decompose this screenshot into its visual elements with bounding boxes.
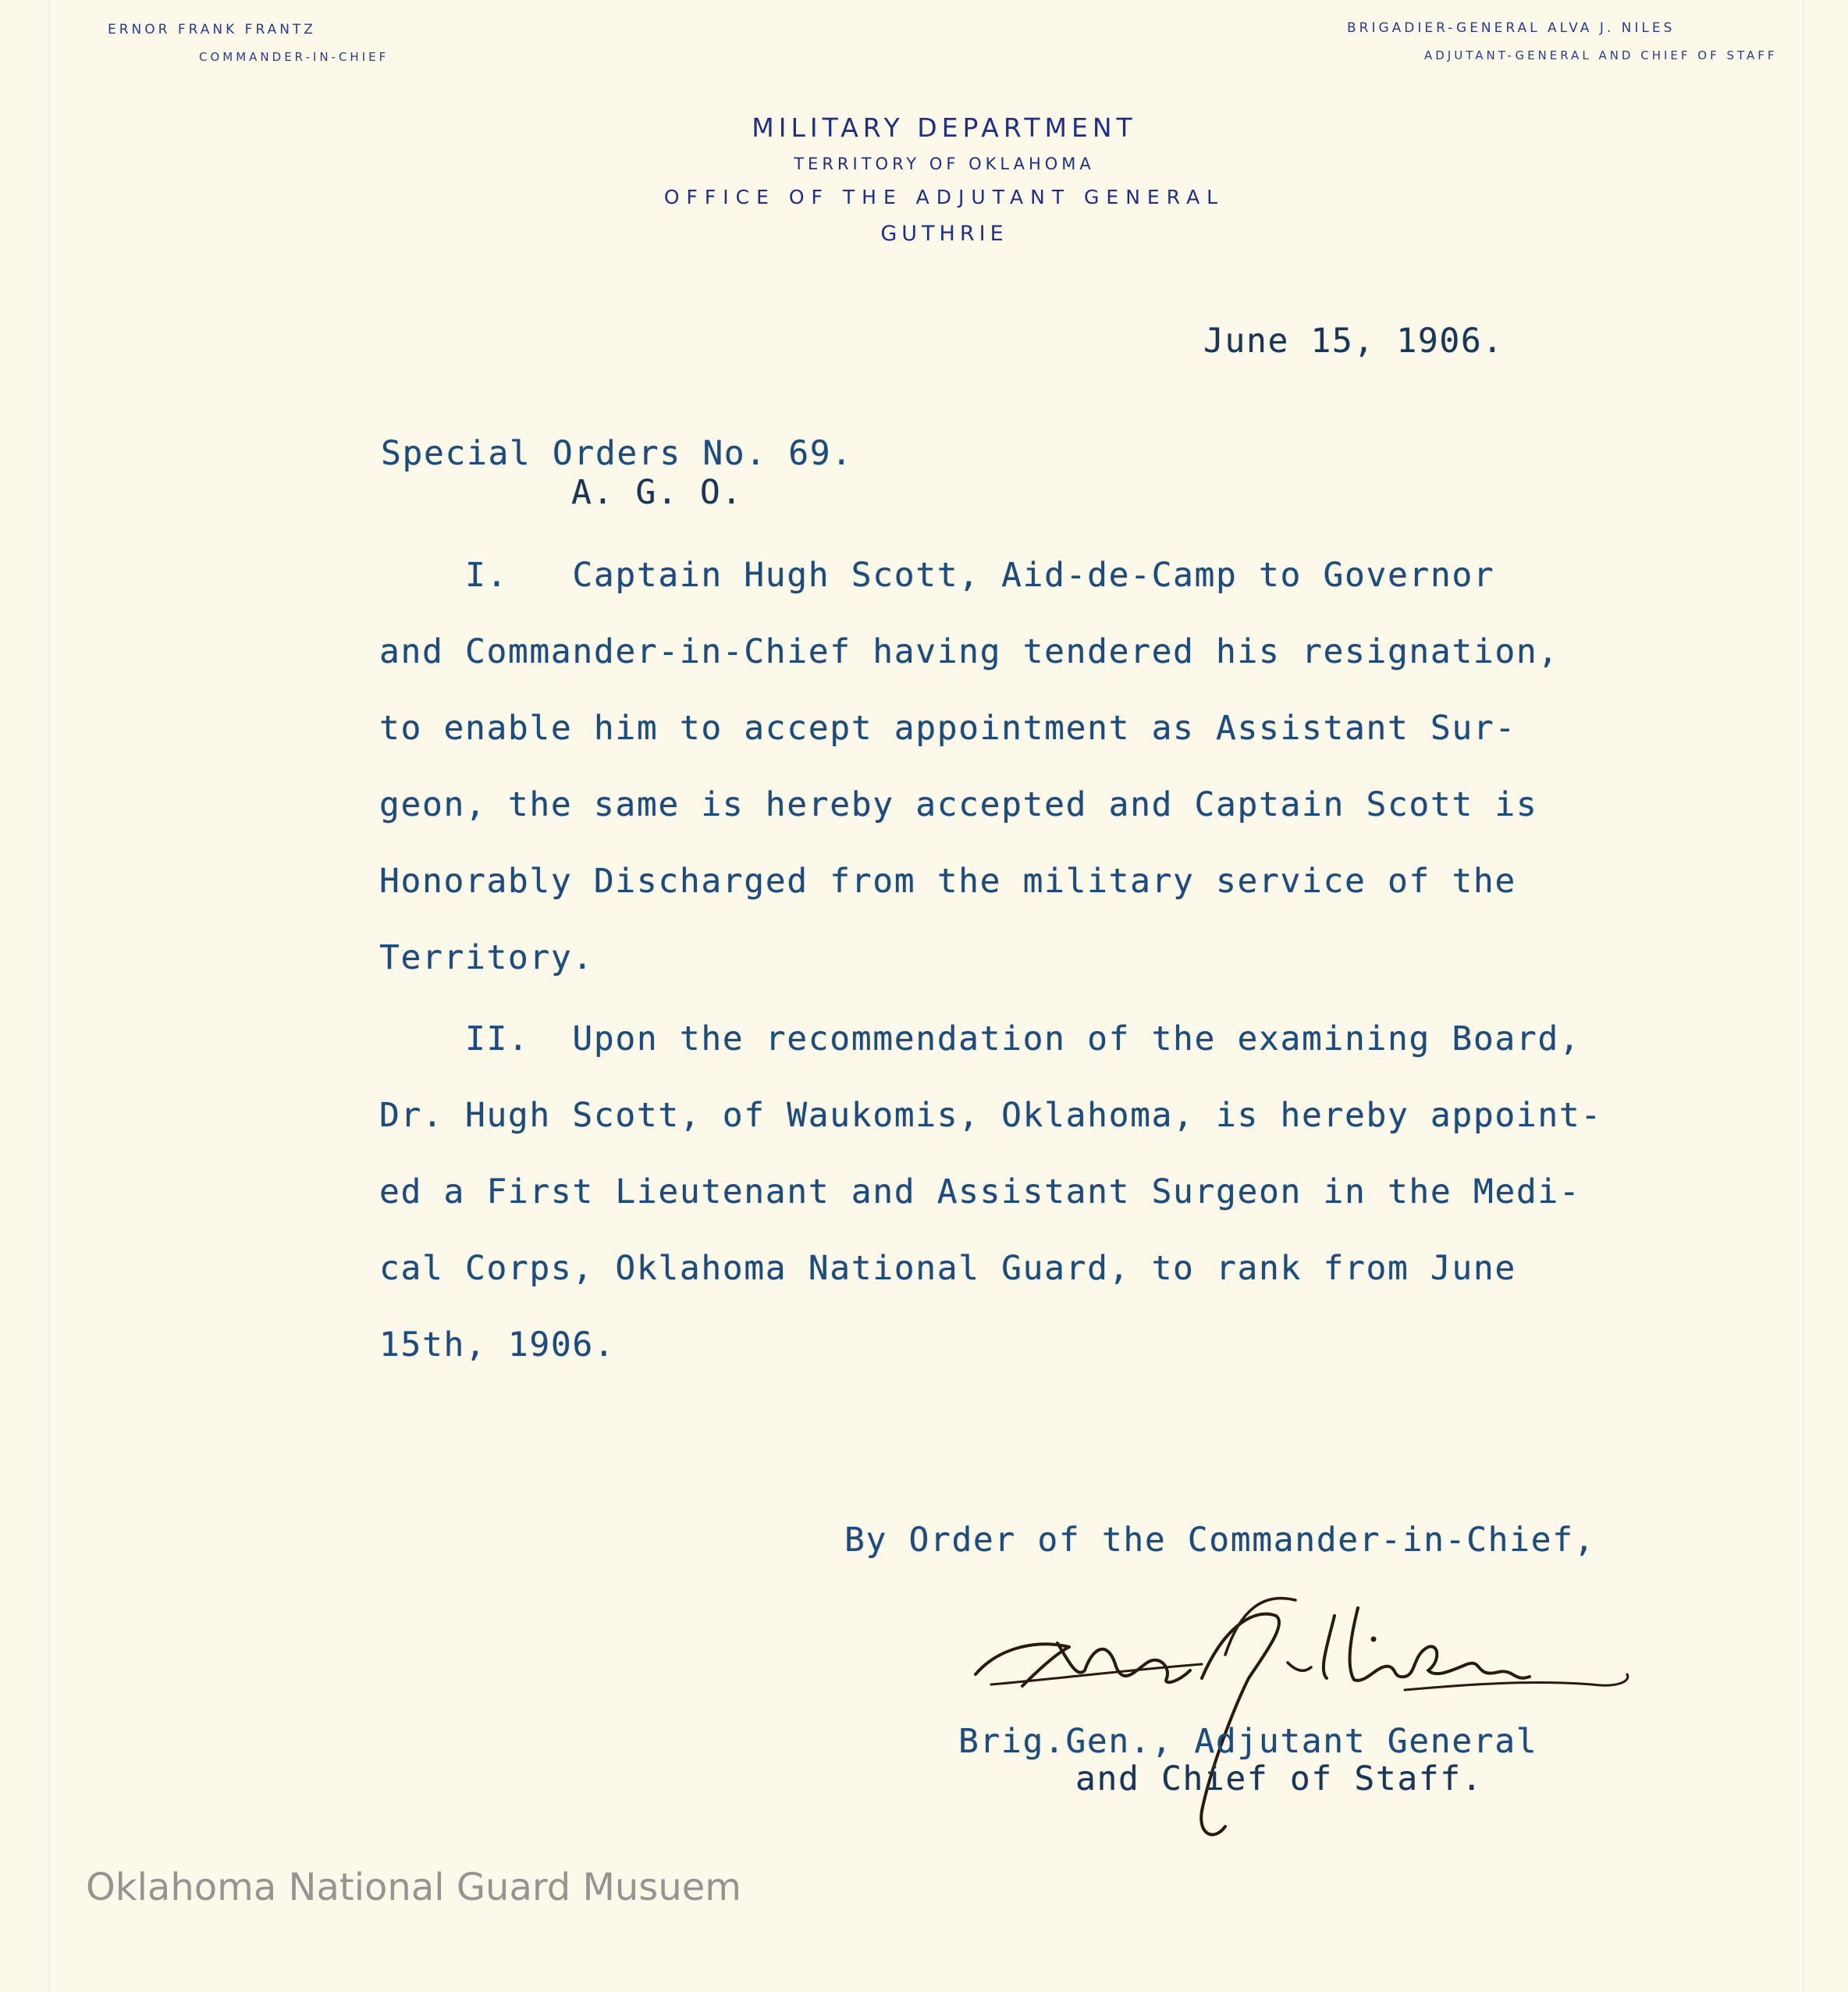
general-name: BRIGADIER-GENERAL ALVA J. NILES	[1347, 20, 1676, 36]
signer-title-line-2: and Chief of Staff.	[1075, 1759, 1484, 1798]
museum-watermark: Oklahoma National Guard Musuem	[86, 1866, 742, 1909]
governor-title: COMMANDER-IN-CHIEF	[199, 50, 389, 64]
signer-title-line-1: Brig.Gen., Adjutant General	[958, 1722, 1538, 1761]
paragraph-1-line: Territory.	[379, 938, 594, 977]
paragraph-2-line: II. Upon the recommendation of the examining Board,	[379, 1019, 1581, 1058]
paragraph-1-line: Honorably Discharged from the military service of the	[379, 862, 1516, 901]
department-heading: MILITARY DEPARTMENT	[752, 112, 1137, 143]
territory-heading: TERRITORY OF OKLAHOMA	[794, 155, 1095, 173]
margin-rule-right	[1803, 0, 1804, 1992]
margin-rule-left	[48, 0, 50, 1992]
orders-ago: A. G. O.	[571, 473, 743, 512]
orders-number: Special Orders No. 69.	[381, 434, 853, 473]
paragraph-2-line: 15th, 1906.	[379, 1325, 616, 1364]
paragraph-2-line: ed a First Lieutenant and Assistant Surgeon in the Medi-	[379, 1172, 1581, 1211]
governor-name: ERNOR FRANK FRANTZ	[108, 22, 316, 37]
paragraph-1-line: to enable him to accept appointment as Assistant Sur-	[379, 709, 1516, 748]
general-title: ADJUTANT-GENERAL AND CHIEF OF STAFF	[1424, 48, 1778, 62]
paragraph-2-line: Dr. Hugh Scott, of Waukomis, Oklahoma, is hereby appoint-	[379, 1096, 1602, 1135]
paragraph-1-line: I. Captain Hugh Scott, Aid-de-Camp to Governor	[379, 556, 1495, 595]
signoff-line: By Order of the Commander-in-Chief,	[844, 1521, 1596, 1560]
letter-date: June 15, 1906.	[1203, 322, 1504, 361]
office-heading: OFFICE OF THE ADJUTANT GENERAL	[663, 186, 1225, 208]
paragraph-1-line: and Commander-in-Chief having tendered his resignation,	[379, 632, 1559, 671]
paragraph-2-line: cal Corps, Oklahoma National Guard, to rank from June	[379, 1249, 1516, 1288]
paragraph-1-line: geon, the same is hereby accepted and Captain Scott is	[379, 785, 1538, 824]
city-heading: GUTHRIE	[880, 222, 1008, 246]
